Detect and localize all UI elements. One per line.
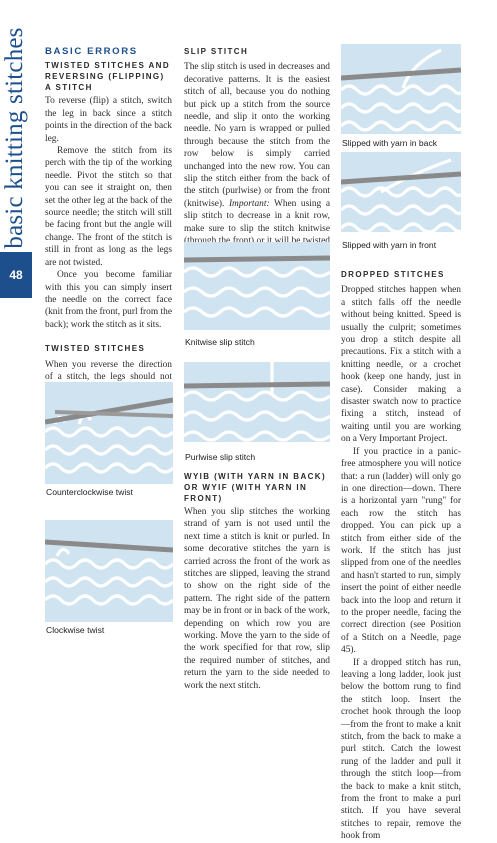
slip-stitch-p1-a: The slip stitch is used in decreases and decorative patterns. It is the easiest stitch of all, because you do nothing but pick up a stitch from the source needle, and slip it onto the working needle. No yarn is wrapped or pulled through because the stitch from the row below is simply carried unchanged into the new row. You can slip the stitch either from the back of the stitch (purlwise) or from the front (knitwise). bbox=[184, 62, 330, 209]
column-middle-lower-text bbox=[184, 471, 330, 692]
wyib-p1: When you slip stitches the working strand of yarn is not used until the next time a stitch is knit or purled. In some decorative stitches the yarn is carried across the front of the work as stitches are slipped, leaving the strand to show on the right side of the pattern. The right side of the pattern may be in front or in back of the work, depending on which row you are working. Move the yarn to the side of the work specified for that row, slip the required number of stitches, and return the yarn to the side needed to work the next stitch. bbox=[184, 507, 330, 691]
basic-errors-p2: Remove the stitch from its perch with the tip of the working needle. Pivot the stitch so that you can see it straight on, then set the other leg at the back of the source needle; the stitch will still be facing front but the angle will change. The front of the stitch is still in front as long as the legs are not twisted. bbox=[45, 146, 172, 268]
basic-errors-p3: Once you become familiar with this you can simply insert the needle on the correct face (knit from the front, purl from the back); work the stitch as it sits. bbox=[45, 270, 172, 330]
dropped-p1: Dropped stitches happen when a stitch falls off the needle without being knitted. Speed is usually the culprit; sometimes you drop a stitch despite all precautions. Fix a stitch with a knitting needle, or a crochet hook (keep one handy, just in case). Consider making a disaster swatch now to practice fixing a stitch, instead of waiting until you are working on a Very Important Project. bbox=[341, 285, 461, 445]
basic-errors-p1: To reverse (flip) a stitch, switch the leg in back since a stitch points in the direction of the back leg. bbox=[45, 96, 172, 144]
caption-yarn-front: Slipped with yarn in front bbox=[342, 240, 437, 250]
basic-errors-heading: BASIC ERRORS bbox=[45, 46, 138, 57]
caption-knitwise: Knitwise slip stitch bbox=[185, 337, 255, 347]
dropped-stitches-heading: DROPPED STITCHES bbox=[341, 270, 445, 279]
slipped-yarn-back-illustration bbox=[341, 44, 461, 134]
column-middle-text bbox=[184, 46, 330, 260]
knitwise-slip-illustration bbox=[184, 242, 330, 330]
dropped-p3: If a dropped stitch has run, leaving a long ladder, look just below the bottom rung to find the stitch loop. Insert the crochet hook through the loop—from the front to make a knit stitch, from the back to make a purl stitch. Catch the lowest rung of the ladder and pull it through the stitch loop—from the back to make a knit stitch, from the front to make a purl stitch. If you have several stitches to repair, remove the hook from bbox=[341, 657, 461, 842]
counterclockwise-twist-illustration bbox=[45, 382, 173, 484]
chapter-side-title-text: basic knitting stitches bbox=[1, 27, 28, 249]
caption-clockwise: Clockwise twist bbox=[46, 625, 105, 635]
slip-stitch-heading: SLIP STITCH bbox=[184, 47, 249, 56]
clockwise-twist-illustration bbox=[45, 520, 173, 622]
twisted-stitches-heading: TWISTED STITCHES bbox=[45, 344, 146, 354]
purlwise-slip-illustration bbox=[184, 362, 330, 442]
chapter-side-title bbox=[0, 28, 30, 248]
caption-yarn-back: Slipped with yarn in back bbox=[342, 138, 438, 148]
caption-purlwise: Purlwise slip stitch bbox=[185, 452, 256, 462]
twisted-stitches-p1: When you reverse the direction of a stitch, the legs should not bbox=[45, 359, 172, 382]
slip-stitch-p1 bbox=[184, 61, 330, 260]
wyib-heading: WYIB (WITH YARN IN BACK) OR WYIF (WITH YARN IN FRONT) bbox=[184, 472, 327, 503]
twisted-reversing-subheading: TWISTED STITCHES AND REVERSING (FLIPPING) A STITCH bbox=[45, 61, 171, 93]
caption-counterclockwise: Counterclockwise twist bbox=[46, 487, 133, 497]
slipped-yarn-front-illustration bbox=[341, 152, 461, 232]
dropped-p2: If you practice in a panic-free atmosphere you will notice that: a run (ladder) will only go in one direction—down. There is a horizontal yarn "rung" for each row the stitch has dropped. You can pick up a stitch from either side of the work. If the stitch has just slipped from one of the needles and hasn't started to run, simply insert the point of either needle back into the loop and return it to the proper needle, facing the correct direction (see Position of a Stitch on a Needle, page 45). bbox=[341, 446, 461, 656]
slip-stitch-p1-b: When using a slip stitch to decrease in a knit row, make sure to slip the stitch knitwise bbox=[184, 198, 330, 234]
slip-important-label: Important: bbox=[228, 198, 270, 209]
column-right-text bbox=[341, 269, 461, 843]
page-number-tab: 48 bbox=[0, 252, 32, 298]
